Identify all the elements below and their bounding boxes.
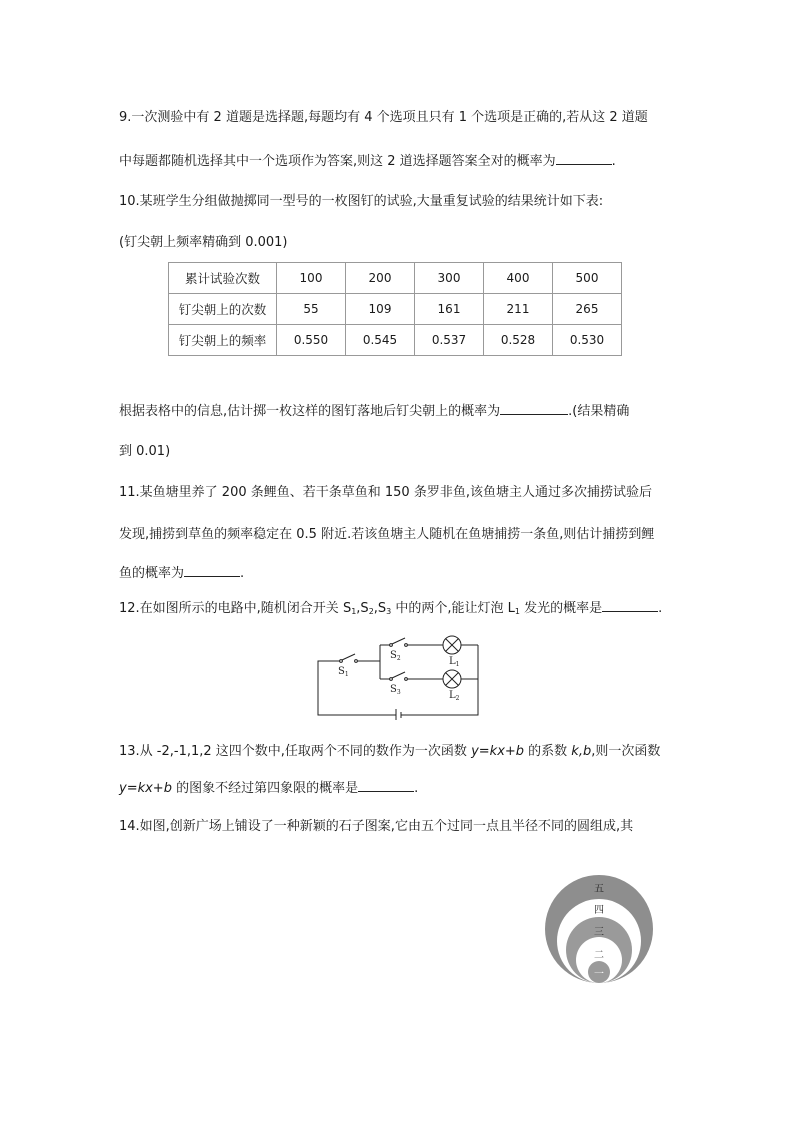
row-header: 钉尖朝上的频率 (169, 325, 277, 356)
q13-line1 (119, 743, 660, 761)
q13-func: y=kx+b (119, 781, 172, 796)
table-row (169, 294, 622, 325)
table-cell: 300 (415, 263, 484, 294)
ring-label: 一 (594, 969, 604, 980)
table-cell: 0.528 (484, 325, 553, 356)
label-letter: L (449, 656, 456, 667)
q10-line1: 10.某班学生分组做抛掷同一型号的一枚图钉的试验,大量重复试验的结果统计如下表: (119, 194, 604, 209)
q12-text: 12.在如图所示的电路中,随机闭合开关 S (119, 601, 352, 616)
row-header: 钉尖朝上的次数 (169, 294, 277, 325)
table-cell: 0.537 (415, 325, 484, 356)
q13-text: 的系数 (524, 744, 572, 759)
ring-label: 四 (594, 905, 604, 916)
label-sub: 2 (455, 695, 460, 702)
ring-label: 二 (594, 950, 604, 961)
table-cell: 0.530 (553, 325, 622, 356)
answer-blank (556, 151, 612, 165)
q12-text: ,S (356, 601, 369, 616)
q11-end: . (240, 566, 245, 581)
label-letter: S (338, 666, 345, 677)
answer-blank (602, 598, 658, 612)
table-cell: 265 (553, 294, 622, 325)
label-sub: 3 (396, 689, 401, 696)
q9-line2 (119, 151, 616, 171)
q11-line2: 发现,捕捞到草鱼的频率稳定在 0.5 附近.若该鱼塘主人随机在鱼塘捕捞一条鱼,则估计捕捞到鲤 (119, 527, 655, 542)
q9-line1: 9.一次测验中有 2 道题是选择题,每题均有 4 个选项且只有 1 个选项是正确的,若从这 2 道题 (119, 110, 648, 125)
table-row (169, 263, 622, 294)
q10-after1 (119, 401, 629, 421)
label-s2 (390, 650, 401, 662)
label-sub: 2 (396, 655, 401, 662)
q13-text: 13.从 -2,-1,1,2 这四个数中,任取两个不同的数作为一次函数 (119, 744, 472, 759)
label-sub: 1 (455, 661, 460, 668)
ring-label: 三 (594, 927, 604, 938)
table-cell: 200 (346, 263, 415, 294)
q13-coeff: k,b (571, 744, 592, 759)
answer-blank (358, 778, 414, 792)
row-header: 累计试验次数 (169, 263, 277, 294)
table-cell: 500 (553, 263, 622, 294)
q10-note: (钉尖朝上频率精确到 0.001) (119, 235, 288, 250)
table-cell: 400 (484, 263, 553, 294)
label-letter: S (390, 650, 397, 661)
label-letter: S (390, 684, 397, 695)
subscript: 3 (386, 607, 392, 616)
q11-line3-text: 鱼的概率为 (119, 566, 185, 581)
circuit-diagram (310, 628, 486, 720)
table-cell: 55 (277, 294, 346, 325)
ring-label: 五 (594, 884, 604, 895)
table-cell: 161 (415, 294, 484, 325)
label-l1 (449, 656, 459, 668)
q9-end: . (611, 154, 616, 169)
q13-line2 (119, 778, 418, 798)
q13-text: 的图象不经过第四象限的概率是 (171, 781, 359, 796)
circle-pattern-figure (542, 874, 656, 986)
subscript: 2 (368, 607, 374, 616)
q13-func: y=kx+b (471, 744, 525, 759)
q13-text: ,则一次函数 (591, 744, 661, 759)
table-cell: 109 (346, 294, 415, 325)
q12-text: 中的两个,能让灯泡 L (391, 601, 515, 616)
q10-after1-end: .(结果精确 (568, 404, 630, 419)
q9-line2-text: 中每题都随机选择其中一个选项作为答案,则这 2 道选择题答案全对的概率为 (119, 154, 556, 169)
label-letter: L (449, 690, 456, 701)
label-l2 (449, 690, 460, 702)
q12-end: . (658, 601, 663, 616)
q12-text: 发光的概率是 (520, 601, 603, 616)
subscript: 1 (351, 607, 357, 616)
subscript: 1 (514, 607, 520, 616)
q11-line1: 11.某鱼塘里养了 200 条鲤鱼、若干条草鱼和 150 条罗非鱼,该鱼塘主人通过多次捕捞试验后 (119, 485, 652, 500)
label-s1 (338, 666, 349, 678)
q11-line3 (119, 563, 244, 583)
table-cell: 100 (277, 263, 346, 294)
table-cell: 0.545 (346, 325, 415, 356)
table-row (169, 325, 622, 356)
table-cell: 211 (484, 294, 553, 325)
q13-end: . (414, 781, 419, 796)
label-sub: 1 (344, 671, 349, 678)
q10-after1-text: 根据表格中的信息,估计掷一枚这样的图钉落地后钉尖朝上的概率为 (119, 404, 501, 419)
q12-line1 (119, 598, 662, 621)
answer-blank (184, 563, 240, 577)
answer-blank (500, 401, 568, 415)
q10-after2: 到 0.01) (119, 444, 171, 459)
q14-line1: 14.如图,创新广场上铺设了一种新颖的石子图案,它由五个过同一点且半径不同的圆组成,其 (119, 819, 634, 834)
label-s3 (390, 684, 401, 696)
table-cell: 0.550 (277, 325, 346, 356)
frequency-table (168, 262, 622, 356)
q12-text: ,S (373, 601, 387, 616)
